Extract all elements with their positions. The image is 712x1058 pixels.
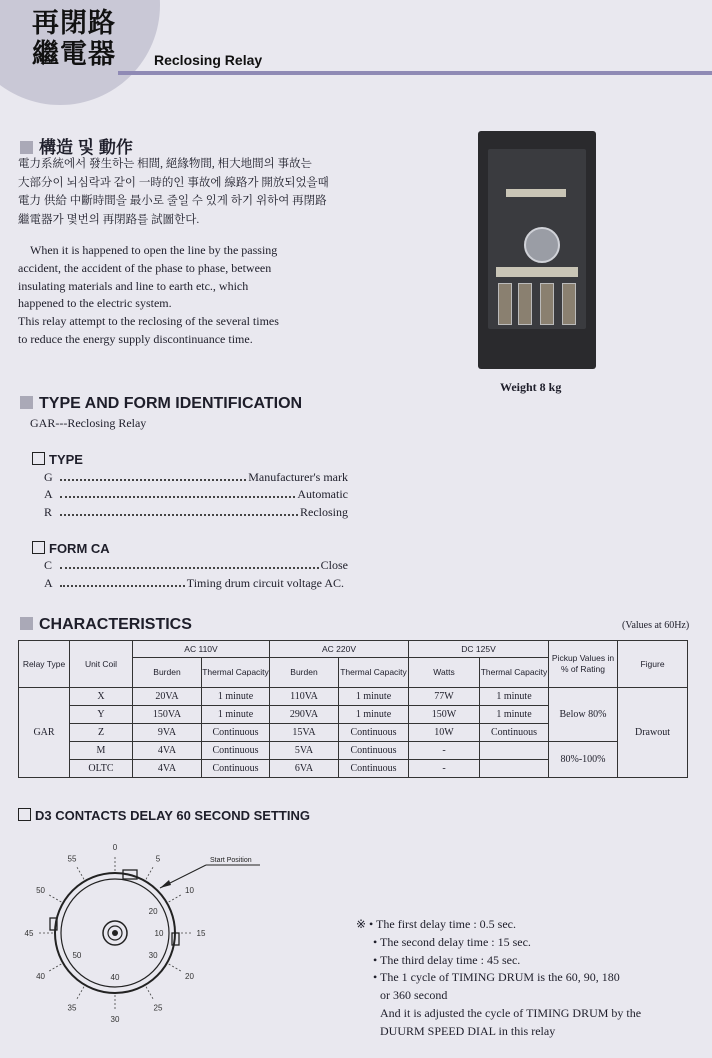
dial-outer-tick-label: 5 — [155, 854, 161, 864]
cell-t110: 1 minute — [202, 706, 270, 724]
dial-outer-tick-label: 15 — [196, 929, 206, 938]
type-form-heading — [20, 395, 302, 413]
type-code: A — [44, 487, 53, 501]
header-dc125: DC 125V — [409, 641, 549, 658]
page-title-english: Reclosing Relay — [154, 52, 263, 68]
cell-w125: - — [409, 760, 480, 778]
en-line: to reduce the energy supply discontinuance time. — [18, 331, 253, 346]
kr-line: 電力系統에서 發生하는 相間, 絕緣物間, 相大地間의 事故는 — [18, 158, 312, 170]
dial-outer-tick-label: 20 — [185, 972, 194, 981]
cell-t125: 1 minute — [480, 706, 549, 724]
cell-t220: Continuous — [339, 742, 409, 760]
dial-inner-tick-label: 30 — [148, 951, 158, 960]
cell-t110: Continuous — [202, 742, 270, 760]
delay-heading — [18, 808, 310, 823]
cell-b110: 9VA — [133, 724, 202, 742]
cell-w125: - — [409, 742, 480, 760]
characteristics-heading-text: CHARACTERISTICS — [39, 616, 192, 633]
relay-window — [488, 149, 586, 329]
type-row — [44, 505, 348, 521]
cell-t125 — [480, 760, 549, 778]
dial-tick-line — [76, 865, 84, 879]
cell-t125: Continuous — [480, 724, 549, 742]
cell-b110: 150VA — [133, 706, 202, 724]
characteristics-heading — [20, 616, 192, 634]
header-ac220: AC 220V — [270, 641, 409, 658]
dial-tick-line — [47, 894, 61, 902]
delay-heading-text: D3 CONTACTS DELAY 60 SECOND SETTING — [35, 808, 310, 823]
dot-leader — [60, 479, 246, 481]
structure-heading-text: 構造 및 動作 — [39, 138, 133, 157]
header-burden: Burden — [133, 658, 202, 688]
cell-t125: 1 minute — [480, 688, 549, 706]
cell-relay-type: GAR — [19, 688, 70, 778]
relay-terminal — [562, 283, 576, 325]
header-thermal: Thermal Capacity — [202, 658, 270, 688]
structure-english-text — [18, 242, 336, 349]
dial-outer-tick-label: 35 — [67, 1003, 77, 1013]
start-position-arrow-icon — [160, 880, 171, 888]
en-line: accident, the accident of the phase to phase, between — [18, 260, 272, 275]
type-desc: Automatic — [297, 487, 348, 501]
header-watts: Watts — [409, 658, 480, 688]
dial-outer-tick-label: 0 — [112, 843, 118, 852]
header-relay-type: Relay Type — [19, 641, 70, 688]
type-subheading — [32, 452, 83, 467]
title-kr-line-2: 繼電器 — [32, 39, 116, 69]
table-row — [19, 688, 688, 706]
form-row — [44, 558, 348, 574]
cell-w125: 77W — [409, 688, 480, 706]
start-position-label: Start Position — [210, 857, 252, 864]
type-row — [44, 470, 348, 486]
checkbox-icon — [18, 808, 31, 821]
kr-line: 大部分이 뇌심락과 같이 一時的인 事故에 線路가 開放되었을때 — [18, 176, 329, 189]
cell-b220: 290VA — [270, 706, 339, 724]
header-burden: Burden — [270, 658, 339, 688]
type-code: R — [44, 505, 53, 519]
relay-terminal — [540, 283, 554, 325]
kr-line: 繼電器가 몇번의 再閉路를 試圖한다. — [18, 213, 200, 226]
form-desc: Timing drum circuit voltage AC. — [186, 576, 344, 590]
title-kr-line-1: 再閉路 — [32, 8, 116, 38]
header-ac110: AC 110V — [133, 641, 270, 658]
dial-inner-tick-label: 10 — [154, 929, 164, 938]
delay-notes — [356, 916, 641, 1041]
en-line: When it is happened to open the line by the passing — [30, 243, 278, 257]
structure-korean-text — [18, 155, 343, 229]
cell-b220: 110VA — [270, 688, 339, 706]
cell-b220: 6VA — [270, 760, 339, 778]
en-line: This relay attempt to the reclosing of the several times — [18, 314, 279, 329]
dot-leader — [60, 496, 295, 498]
en-line: insulating materials and line to earth etc., which — [18, 278, 249, 293]
form-desc: Close — [320, 558, 348, 572]
cell-b220: 15VA — [270, 724, 339, 742]
cell-t220: 1 minute — [339, 706, 409, 724]
header-pickup: Pickup Values in % of Rating — [549, 641, 618, 688]
type-desc: Reclosing — [300, 505, 348, 519]
dot-leader — [60, 514, 298, 516]
dot-leader — [60, 585, 185, 587]
note-line: • The third delay time : 45 sec. — [373, 952, 521, 967]
type-form-subtitle: GAR---Reclosing Relay — [30, 416, 147, 430]
cell-b110: 20VA — [133, 688, 202, 706]
dial-outer-tick-label: 25 — [153, 1003, 163, 1013]
cell-t110: Continuous — [202, 724, 270, 742]
cell-unit: Z — [70, 724, 133, 742]
table-row — [19, 742, 688, 760]
header-thermal: Thermal Capacity — [480, 658, 549, 688]
note-line: • The second delay time : 15 sec. — [373, 934, 531, 949]
form-code: C — [44, 558, 53, 572]
section-marker-icon — [20, 617, 33, 630]
type-desc: Manufacturer's mark — [248, 470, 348, 484]
type-code: G — [44, 470, 53, 484]
checkbox-icon — [32, 541, 45, 554]
cell-unit: Y — [70, 706, 133, 724]
cell-t110: Continuous — [202, 760, 270, 778]
cell-b220: 5VA — [270, 742, 339, 760]
dial-outer-tick-label: 10 — [185, 886, 194, 895]
dial-tick-line — [76, 987, 84, 1001]
dial-outer-tick-label: 50 — [36, 886, 45, 895]
cell-t125 — [480, 742, 549, 760]
timing-drum-diagram — [20, 838, 340, 1038]
dial-inner-tick-label: 20 — [148, 907, 158, 916]
dial-tick-line — [47, 964, 61, 972]
cell-t220: 1 minute — [339, 688, 409, 706]
photo-caption: Weight 8 kg — [500, 380, 562, 394]
kr-line: 電力 供給 中斷時間을 最小로 줄일 수 있게 하기 위하여 再閉路 — [18, 195, 327, 207]
dot-leader — [60, 567, 319, 569]
timing-drum-dial — [524, 227, 560, 263]
cell-b110: 4VA — [133, 760, 202, 778]
note-line: or 360 second — [380, 988, 448, 1003]
cell-t220: Continuous — [339, 724, 409, 742]
relay-nameplate — [506, 189, 566, 197]
form-subheading — [32, 541, 110, 556]
cell-w125: 10W — [409, 724, 480, 742]
dial-tick-line — [169, 894, 183, 902]
cell-t110: 1 minute — [202, 688, 270, 706]
section-marker-icon — [20, 141, 33, 154]
note-line: • The 1 cycle of TIMING DRUM is the 60, 90, 180 — [373, 970, 620, 985]
dial-inner-tick-label: 40 — [110, 973, 120, 982]
header-thermal: Thermal Capacity — [339, 658, 409, 688]
type-form-heading-text: TYPE AND FORM IDENTIFICATION — [39, 395, 303, 412]
cell-t220: Continuous — [339, 760, 409, 778]
cell-unit: OLTC — [70, 760, 133, 778]
form-subheading-text: FORM CA — [49, 541, 110, 556]
dial-outer-tick-label: 45 — [24, 929, 34, 938]
form-code: A — [44, 576, 53, 590]
dial-tick-line — [169, 964, 183, 972]
cell-w125: 150W — [409, 706, 480, 724]
cell-b110: 4VA — [133, 742, 202, 760]
cell-unit: X — [70, 688, 133, 706]
header-figure: Figure — [618, 641, 688, 688]
note-line: ※ • The first delay time : 0.5 sec. — [356, 917, 516, 931]
dial-outer-tick-label: 30 — [110, 1015, 120, 1024]
section-marker-icon — [20, 396, 33, 409]
dial-outer-tick-label: 40 — [36, 972, 45, 981]
checkbox-icon — [32, 452, 45, 465]
characteristics-table — [18, 640, 688, 778]
note-line: And it is adjusted the cycle of TIMING DRUM by the — [380, 1005, 642, 1020]
en-line: happened to the electric system. — [18, 296, 172, 311]
dial-outer-tick-label: 55 — [67, 854, 77, 864]
type-subheading-text: TYPE — [49, 452, 83, 467]
form-row — [44, 576, 344, 592]
page-title-korean — [32, 8, 116, 70]
note-line: DUURM SPEED DIAL in this relay — [380, 1023, 556, 1038]
cell-pickup-1: Below 80% — [549, 688, 618, 742]
relay-terminal — [518, 283, 532, 325]
relay-label-strip — [496, 267, 578, 277]
header-rule — [118, 71, 712, 75]
cell-unit: M — [70, 742, 133, 760]
dial-inner-tick-label: 50 — [72, 951, 82, 960]
header-unit-coil: Unit Coil — [70, 641, 133, 688]
dial-tick-line — [146, 865, 154, 879]
cell-pickup-2: 80%-100% — [549, 742, 618, 778]
characteristics-note: (Values at 60Hz) — [622, 620, 690, 631]
relay-photo — [478, 131, 596, 369]
type-row — [44, 487, 348, 503]
relay-terminal — [498, 283, 512, 325]
dial-tick-line — [146, 987, 154, 1001]
drum-axle — [112, 930, 118, 936]
cell-figure: Drawout — [618, 688, 688, 778]
